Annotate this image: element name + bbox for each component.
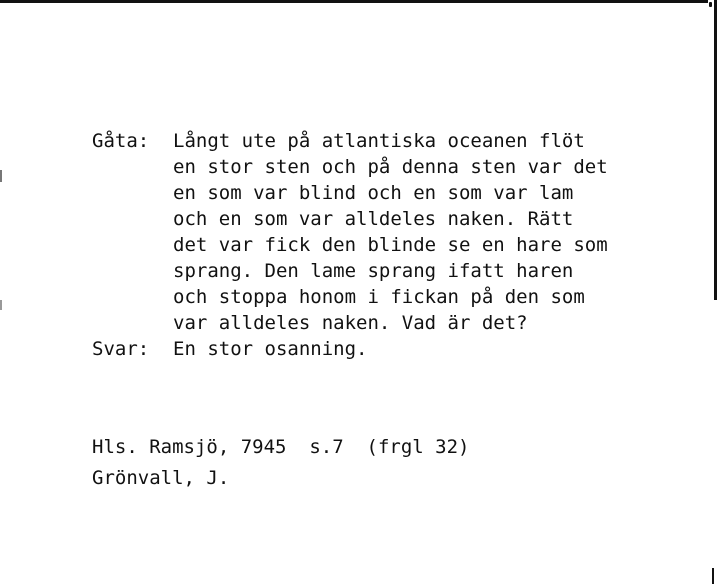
source-reference: Hls. Ramsjö, 7945 s.7 (frgl 32) <box>92 436 470 458</box>
card-left-mark <box>0 170 2 182</box>
riddle-line: och en som var alldeles naken. Rätt <box>173 208 574 230</box>
riddle-line: var alldeles naken. Vad är det? <box>173 312 528 334</box>
riddle-row-8 <box>92 310 608 336</box>
answer-row <box>92 336 608 362</box>
card-right-edge-lower <box>712 568 714 584</box>
riddle-text-block <box>92 128 608 362</box>
riddle-line: Långt ute på atlantiska oceanen flöt <box>173 130 585 152</box>
riddle-row-2 <box>92 154 608 180</box>
answer-label: Svar: <box>92 338 150 360</box>
card-top-border <box>0 0 708 3</box>
riddle-line: och stoppa honom i fickan på den som <box>173 286 585 308</box>
card-left-mark-lower <box>0 300 2 310</box>
riddle-row-4 <box>92 206 608 232</box>
collector-name: Grönvall, J. <box>92 467 230 489</box>
riddle-row-6 <box>92 258 608 284</box>
riddle-row-3 <box>92 180 608 206</box>
answer-text: En stor osanning. <box>173 338 368 360</box>
riddle-line: en stor sten och på denna sten var det <box>173 156 608 178</box>
card-right-edge <box>714 0 717 300</box>
riddle-label: Gåta: <box>92 130 150 152</box>
card-corner-mark <box>709 2 712 7</box>
riddle-line: sprang. Den lame sprang ifatt haren <box>173 260 574 282</box>
riddle-row-7 <box>92 284 608 310</box>
riddle-line: det var fick den blinde se en hare som <box>173 234 608 256</box>
riddle-row-1 <box>92 128 608 154</box>
riddle-row-5 <box>92 232 608 258</box>
riddle-line: en som var blind och en som var lam <box>173 182 574 204</box>
reference-block <box>92 432 470 494</box>
